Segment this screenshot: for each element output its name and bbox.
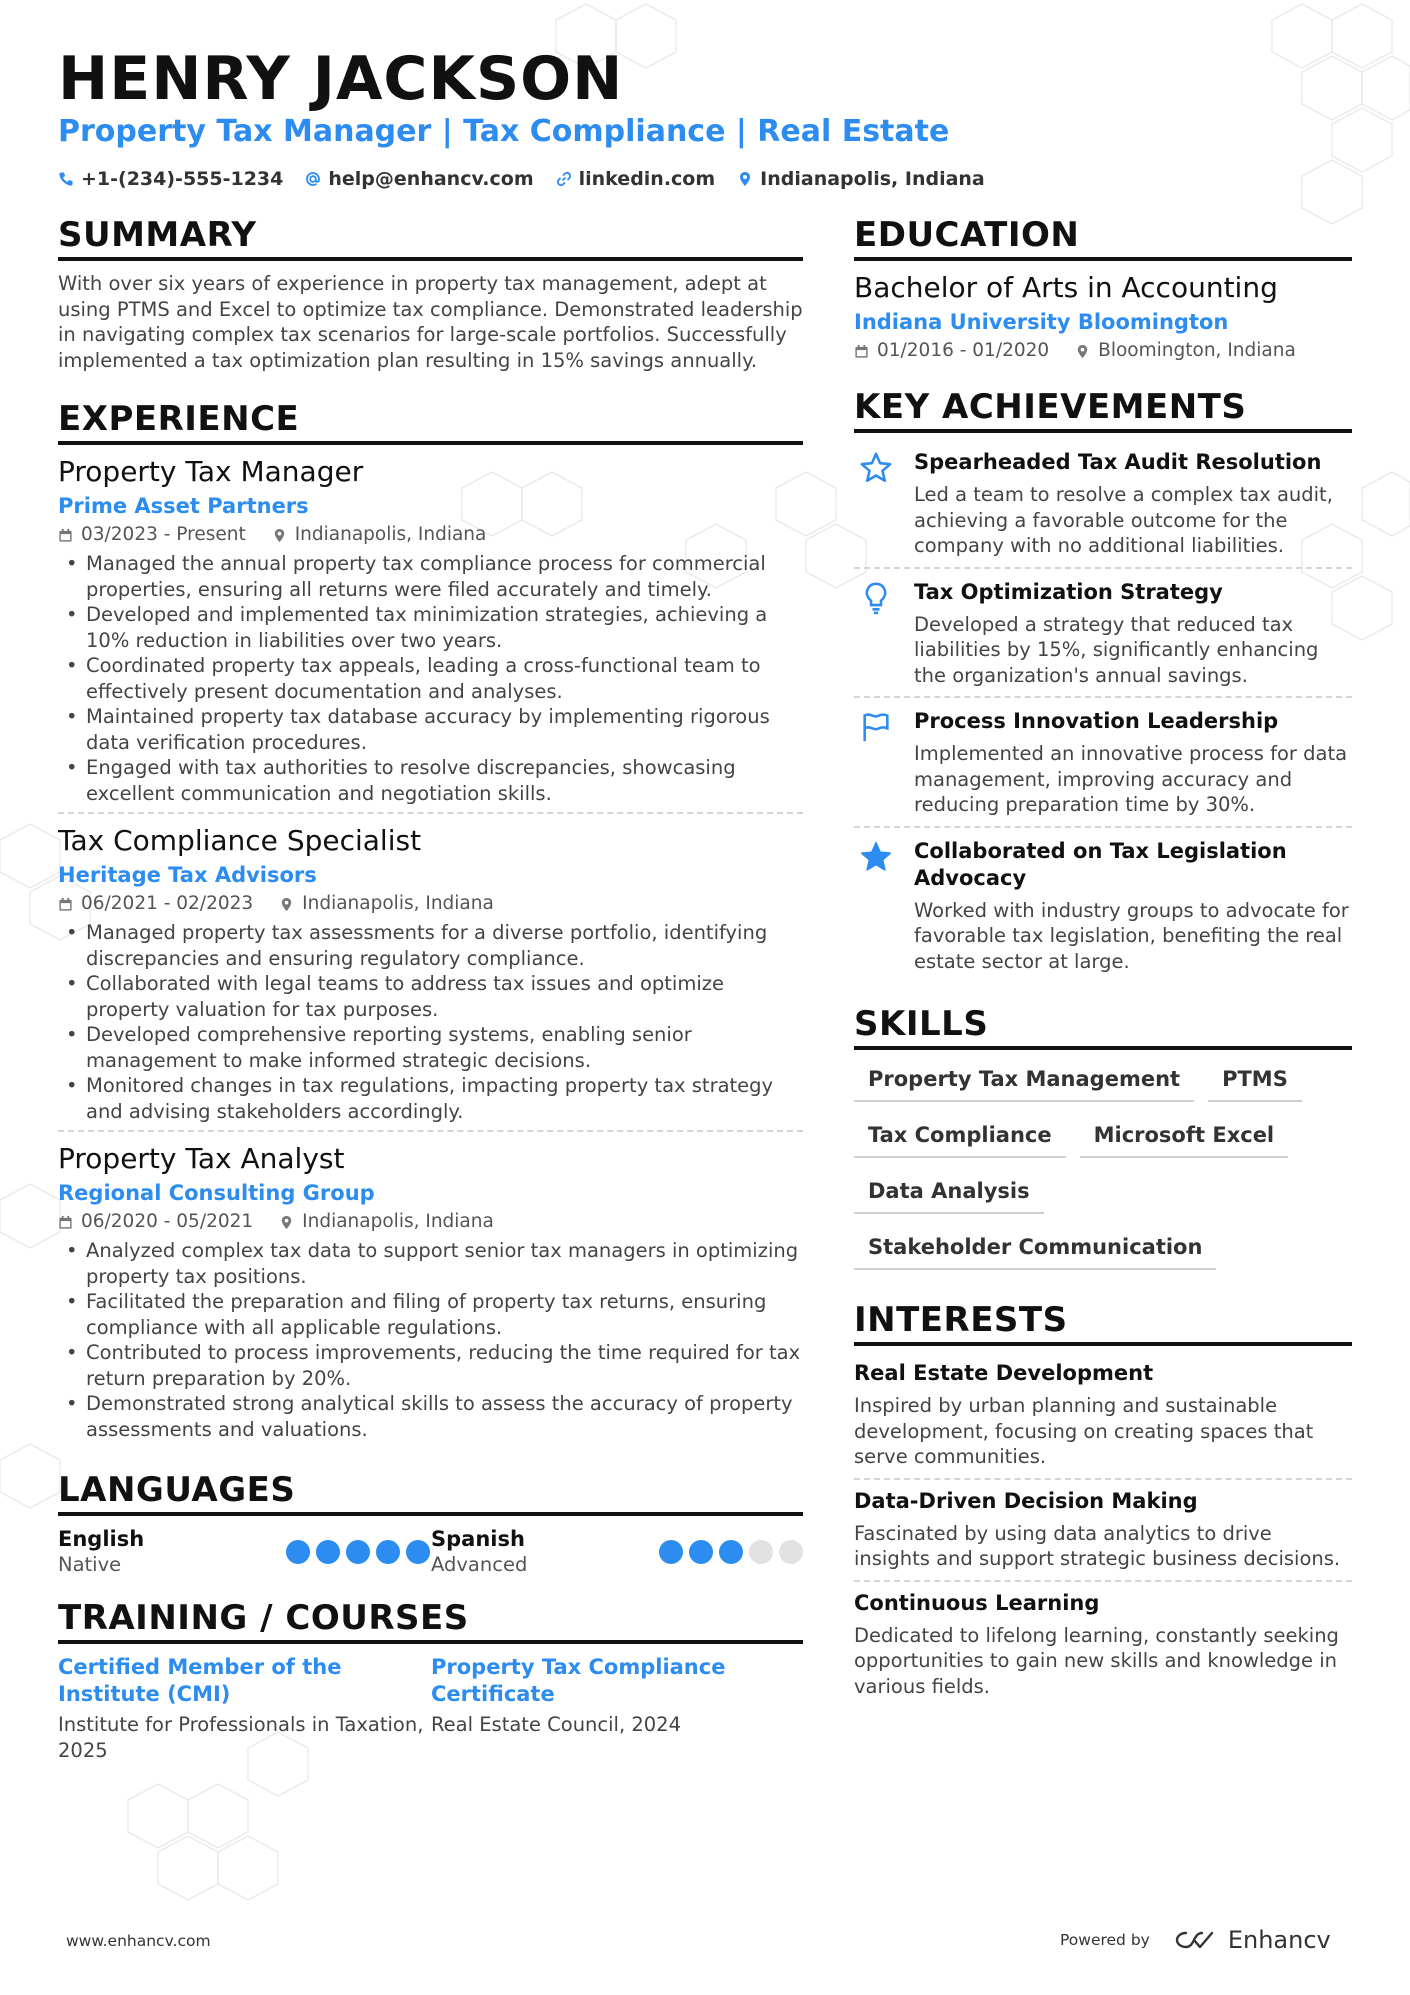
interest-title: Continuous Learning	[854, 1590, 1100, 1615]
achievement-desc: Led a team to resolve a complex tax audit, achieving a favorable outcome for the company with no additional liabilities.	[914, 483, 1333, 557]
location-icon	[279, 897, 294, 912]
lightbulb-icon	[859, 581, 893, 615]
interest-item	[854, 1478, 1352, 1580]
achievement-item	[854, 696, 1352, 826]
education-meta	[854, 337, 1352, 365]
rating-dot-filled	[316, 1540, 340, 1564]
skills-heading: SKILLS	[854, 1004, 1352, 1050]
rating-dot-filled	[376, 1540, 400, 1564]
training-org: Institute for Professionals in Taxation, 2025	[58, 1713, 424, 1762]
training-title: Certified Member of the Institute (CMI)	[58, 1655, 342, 1706]
language-level: Native	[58, 1553, 122, 1576]
interests-section	[854, 1300, 1352, 1707]
location-text: Indianapolis, Indiana	[760, 168, 985, 190]
contact-location	[737, 168, 985, 190]
achievement-desc: Worked with industry groups to advocate for favorable tax legislation, benefiting the real estate sector at large.	[914, 898, 1349, 973]
summary-section	[58, 215, 803, 373]
achievement-title: Spearheaded Tax Audit Resolution	[914, 450, 1322, 474]
location-icon	[279, 1215, 294, 1230]
job-entry	[58, 1130, 803, 1448]
contact-phone[interactable]	[58, 168, 283, 190]
rating-dot-filled	[406, 1540, 430, 1564]
interest-desc: Inspired by urban planning and sustainable development, focusing on creating spaces that serve communities.	[854, 1394, 1314, 1468]
achievements-heading: KEY ACHIEVEMENTS	[854, 387, 1352, 433]
rating-dot-filled	[659, 1540, 683, 1564]
job-role: Property Tax Manager	[58, 455, 364, 488]
job-company: Regional Consulting Group	[58, 1181, 375, 1205]
interest-title: Real Estate Development	[854, 1361, 1154, 1385]
job-bullet: • Analyzed complex tax data to support senior tax managers in optimizing property tax positions.	[58, 1238, 803, 1289]
language-rating	[659, 1540, 803, 1564]
training-item	[58, 1654, 430, 1764]
link-icon	[556, 171, 572, 187]
job-meta	[58, 890, 803, 918]
job-bullet: • Engaged with tax authorities to resolve discrepancies, showcasing excellent communication and negotiation skills.	[58, 755, 803, 806]
summary-text: With over six years of experience in property tax management, adept at using PTMS and Excel to optimize tax compliance. Demonstrated leadership in navigating complex tax scenarios for large-scale portfolios. Successfully implemented a tax optimization plan resulting in 15% savings annually.	[58, 272, 803, 372]
achievement-title: Collaborated on Tax Legislation Advocacy	[914, 838, 1287, 890]
job-dates: 06/2020 - 05/2021	[81, 1211, 254, 1232]
calendar-icon	[58, 528, 73, 543]
job-bullet: • Maintained property tax database accuracy by implementing rigorous data verification procedures.	[58, 704, 803, 755]
job-bullet: • Developed and implemented tax minimization strategies, achieving a 10% reduction in liabilities over two years.	[58, 602, 803, 653]
achievement-title: Tax Optimization Strategy	[914, 579, 1223, 604]
star-outline-icon	[859, 451, 893, 485]
training-title: Property Tax Compliance Certificate	[431, 1655, 726, 1706]
job-company: Prime Asset Partners	[58, 494, 309, 518]
education-location: Bloomington, Indiana	[1098, 340, 1296, 361]
language-item	[58, 1526, 430, 1578]
interest-title: Data-Driven Decision Making	[854, 1488, 1198, 1513]
job-dates: 06/2021 - 02/2023	[81, 893, 254, 914]
education-heading: EDUCATION	[854, 215, 1352, 261]
achievement-item	[854, 826, 1352, 983]
job-location: Indianapolis, Indiana	[302, 1211, 494, 1232]
flag-icon	[859, 710, 893, 744]
education-section	[854, 215, 1352, 365]
interest-desc: Dedicated to lifelong learning, constantly seeking opportunities to gain new skills and knowledge in various fields.	[854, 1623, 1339, 1698]
training-org: Real Estate Council, 2024	[431, 1713, 681, 1736]
at-icon	[305, 171, 321, 187]
location-icon	[272, 528, 287, 543]
candidate-title: Property Tax Manager | Tax Compliance | Real Estate	[58, 114, 950, 149]
experience-heading: EXPERIENCE	[58, 399, 803, 445]
enhancv-logo[interactable]	[1174, 1926, 1331, 1954]
job-bullets	[58, 1238, 803, 1442]
rating-dot-filled	[689, 1540, 713, 1564]
achievement-item	[854, 567, 1352, 697]
right-column	[854, 215, 1352, 1707]
job-meta	[58, 521, 803, 549]
rating-dot-filled	[346, 1540, 370, 1564]
job-bullet: • Coordinated property tax appeals, leading a cross-functional team to effectively present documentation and analyses.	[58, 653, 803, 704]
job-entry	[58, 455, 803, 812]
job-role: Tax Compliance Specialist	[58, 824, 422, 857]
job-bullet: • Monitored changes in tax regulations, impacting property tax strategy and advising stakeholders accordingly.	[58, 1073, 803, 1124]
languages-heading: LANGUAGES	[58, 1470, 803, 1516]
achievement-desc: Implemented an innovative process for data management, improving accuracy and reducing preparation time by 30%.	[914, 742, 1348, 816]
training-section	[58, 1598, 803, 1764]
interests-heading: INTERESTS	[854, 1300, 1352, 1346]
skill-tag: PTMS	[1208, 1060, 1302, 1102]
language-name: English	[58, 1527, 145, 1551]
job-bullet: • Demonstrated strong analytical skills to assess the accuracy of property assessments and valuations.	[58, 1391, 803, 1442]
achievement-desc: Developed a strategy that reduced tax liabilities by 15%, significantly enhancing the organization's annual savings.	[914, 612, 1319, 687]
job-bullet: • Developed comprehensive reporting systems, enabling senior management to make informed strategic decisions.	[58, 1022, 803, 1073]
rating-dot-filled	[286, 1540, 310, 1564]
job-company: Heritage Tax Advisors	[58, 863, 317, 887]
job-role: Property Tax Analyst	[58, 1142, 345, 1175]
calendar-icon	[58, 897, 73, 912]
footer-website[interactable]: www.enhancv.com	[66, 1932, 211, 1950]
job-bullet: • Managed property tax assessments for a diverse portfolio, identifying discrepancies and ensuring regulatory compliance.	[58, 920, 803, 971]
interest-desc: Fascinated by using data analytics to drive insights and support strategic business decisions.	[854, 1521, 1341, 1570]
email-text: help@enhancv.com	[328, 168, 534, 190]
contact-bar	[58, 168, 985, 190]
language-rating	[286, 1540, 430, 1564]
calendar-icon	[854, 344, 869, 359]
skill-tag: Data Analysis	[854, 1172, 1044, 1214]
rating-dot-filled	[719, 1540, 743, 1564]
job-location: Indianapolis, Indiana	[302, 893, 494, 914]
enhancv-logo-icon	[1174, 1928, 1220, 1952]
contact-linkedin[interactable]	[556, 168, 716, 190]
location-icon	[737, 171, 753, 187]
summary-heading: SUMMARY	[58, 215, 803, 261]
location-icon	[1075, 344, 1090, 359]
education-school: Indiana University Bloomington	[854, 310, 1229, 334]
skill-tag: Tax Compliance	[854, 1116, 1066, 1158]
languages-section	[58, 1470, 803, 1578]
linkedin-text: linkedin.com	[578, 168, 716, 190]
calendar-icon	[58, 1215, 73, 1230]
skill-tag: Microsoft Excel	[1080, 1116, 1289, 1158]
job-bullet: • Facilitated the preparation and filing of property tax returns, ensuring compliance with all applicable regulations.	[58, 1289, 803, 1340]
achievement-title: Process Innovation Leadership	[914, 709, 1279, 733]
contact-email[interactable]	[305, 168, 533, 190]
phone-text: +1-(234)-555-1234	[81, 168, 284, 190]
job-bullets	[58, 920, 803, 1124]
job-bullet: • Contributed to process improvements, reducing the time required for tax return preparation by 20%.	[58, 1340, 803, 1391]
rating-dot-empty	[749, 1540, 773, 1564]
footer-branding	[1060, 1926, 1331, 1954]
training-item	[431, 1654, 803, 1764]
interest-item	[854, 1580, 1352, 1708]
phone-icon	[58, 171, 74, 187]
experience-section	[58, 399, 803, 1448]
job-dates: 03/2023 - Present	[81, 524, 246, 545]
job-bullet: • Managed the annual property tax compliance process for commercial properties, ensuring all returns were filed accurately and timely.	[58, 551, 803, 602]
candidate-name: HENRY JACKSON	[58, 44, 624, 114]
left-column	[58, 215, 803, 1764]
language-name: Spanish	[431, 1527, 525, 1551]
job-bullets	[58, 551, 803, 806]
skill-tag: Property Tax Management	[854, 1060, 1194, 1102]
interest-item	[854, 1356, 1352, 1478]
education-degree: Bachelor of Arts in Accounting	[854, 271, 1278, 304]
job-location: Indianapolis, Indiana	[294, 524, 487, 545]
job-bullet: • Collaborated with legal teams to address tax issues and optimize property valuation for tax purposes.	[58, 971, 803, 1022]
job-entry	[58, 812, 803, 1130]
achievement-item	[854, 443, 1352, 567]
star-filled-icon	[859, 840, 893, 874]
education-dates: 01/2016 - 01/2020	[877, 340, 1050, 361]
rating-dot-empty	[779, 1540, 803, 1564]
achievements-section	[854, 387, 1352, 982]
language-item	[431, 1526, 803, 1578]
job-meta	[58, 1208, 803, 1236]
training-heading: TRAINING / COURSES	[58, 1598, 803, 1644]
skill-tag: Stakeholder Communication	[854, 1228, 1216, 1270]
language-level: Advanced	[431, 1553, 528, 1576]
powered-by-label: Powered by	[1060, 1931, 1150, 1949]
brand-name: Enhancv	[1227, 1926, 1331, 1954]
skills-section	[854, 1004, 1352, 1270]
